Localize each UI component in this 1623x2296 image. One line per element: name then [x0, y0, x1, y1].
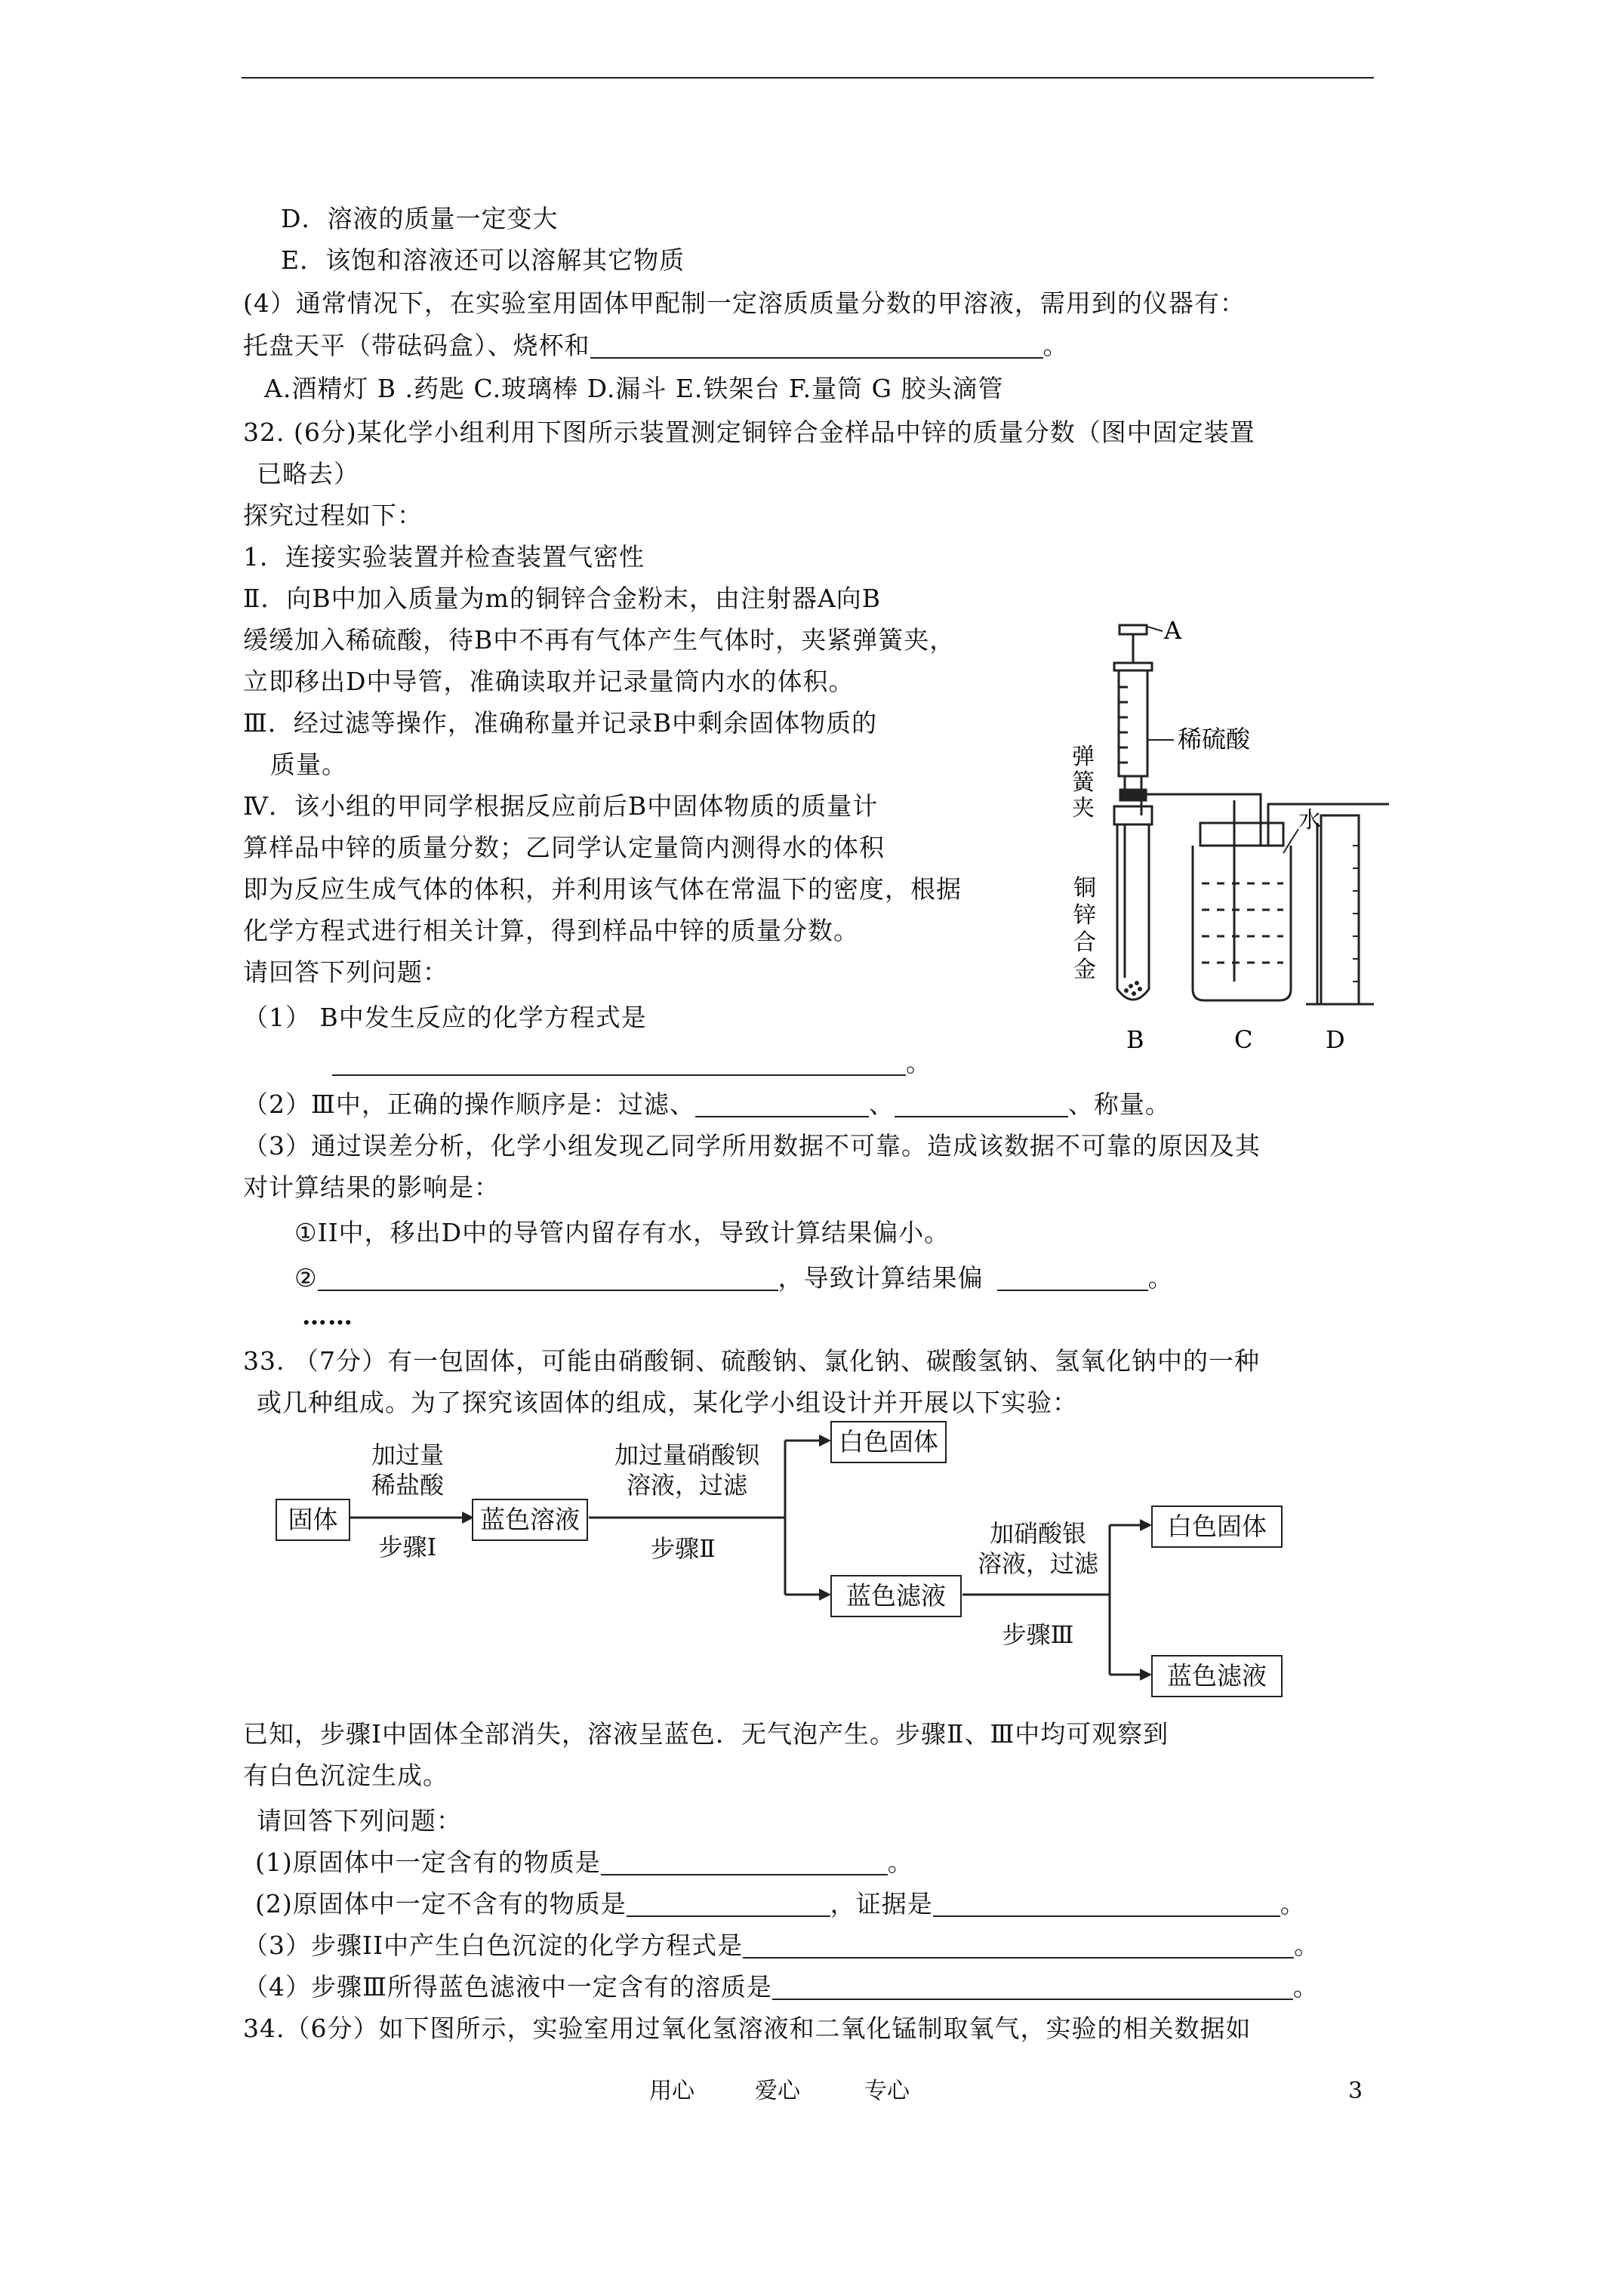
flow-label-step3: 步骤Ⅲ [1002, 1620, 1074, 1649]
q32-step4-cont1: 算样品中锌的质量分数；乙同学认定量筒内测得水的体积 [243, 833, 885, 862]
q33-sub4 [243, 1972, 1319, 2002]
q32-sub3-cont: 对计算结果的影响是： [243, 1173, 500, 1202]
period: 。 [1294, 1931, 1320, 1960]
flow-label-step1: 步骤Ⅰ [378, 1533, 437, 1561]
flow-box-solid: 固体 [276, 1499, 350, 1541]
q32-step3: Ⅲ．经过滤等操作，准确称量并记录B中剩余固体物质的 [243, 708, 878, 738]
q33-known: 已知，步骤Ⅰ中固体全部消失，溶液呈蓝色．无气泡产生。步骤Ⅱ、Ⅲ中均可观察到 [243, 1719, 1169, 1749]
q32-sub1: （1） B中发生反应的化学方程式是 [243, 1003, 647, 1032]
q32-answer-prompt: 请回答下列问题： [243, 957, 448, 987]
answer-blank[interactable] [695, 1093, 869, 1117]
q33-answer-prompt: 请回答下列问题： [257, 1806, 462, 1835]
label-clamp-2: 簧 [1072, 769, 1095, 796]
flow-box-blue-filtrate-1: 蓝色滤液 [830, 1575, 962, 1617]
q32-reason2-text: ，导致计算结果偏 [778, 1263, 984, 1293]
q33-known-cont: 有白色沉淀生成。 [243, 1761, 448, 1790]
q33-sub2 [255, 1889, 1306, 1919]
flow-label-add-acid-1: 加过量 [371, 1441, 444, 1469]
answer-blank[interactable] [627, 1893, 830, 1917]
flow-box-white-solid-1: 白色固体 [830, 1421, 947, 1463]
q32-sub1-answer [332, 1048, 932, 1078]
q31-part4-line2 [243, 331, 1069, 361]
answer-blank[interactable] [601, 1851, 888, 1875]
q33-intro-cont: 或几种组成。为了探究该固体的组成，某化学小组设计并开展以下实验： [257, 1388, 1078, 1417]
ellipsis: …… [302, 1301, 353, 1330]
answer-blank[interactable] [318, 1267, 778, 1291]
q32-apparatus-diagram [1042, 596, 1389, 1065]
q33-sub1-text: (1)原固体中一定含有的物质是 [255, 1848, 601, 1877]
footer-motto-2: 爱心 [755, 2078, 800, 2104]
label-clamp-1: 弹 [1072, 744, 1095, 770]
label-alloy-2: 锌 [1073, 902, 1096, 929]
q33-sub3-text: （3）步骤II中产生白色沉淀的化学方程式是 [243, 1931, 744, 1960]
period: 。 [1042, 331, 1069, 360]
circled-two: ② [294, 1263, 318, 1293]
label-tube-b: B [1126, 1025, 1144, 1054]
q32-step2-cont2: 立即移出D中导管，准确读取并记录量筒内水的体积。 [243, 667, 855, 696]
label-clamp-3: 夹 [1072, 795, 1095, 821]
flow-label-add-acid-2: 稀盐酸 [371, 1471, 444, 1499]
q32-intro-cont: 已略去） [257, 459, 359, 488]
q32-step2-cont1: 缓缓加入稀硫酸，待B中不再有气体产生气体时，夹紧弹簧夹， [243, 625, 956, 655]
header-rule [242, 77, 1374, 79]
q33-sub3 [243, 1931, 1320, 1961]
flow-label-add-ba-2: 溶液，过滤 [626, 1471, 747, 1499]
answer-blank[interactable] [933, 1893, 1280, 1917]
q32-intro: 32. (6分)某化学小组利用下图所示装置测定铜锌合金样品中锌的质量分数（图中固定装置 [243, 418, 1255, 447]
q31-option-e: E．该饱和溶液还可以溶解其它物质 [281, 245, 685, 275]
footer-motto-1: 用心 [649, 2078, 694, 2104]
flow-label-add-ag-2: 溶液，过滤 [977, 1549, 1098, 1578]
q32-step3-cont: 质量。 [270, 750, 347, 779]
q33-sub2-text: (2)原固体中一定不含有的物质是 [255, 1889, 627, 1918]
q31-part4-text: 托盘天平（带砝码盒）、烧杯和 [243, 331, 590, 360]
label-dilute-acid: 稀硫酸 [1178, 725, 1251, 754]
q31-part4-question: (4）通常情况下，在实验室用固体甲配制一定溶质质量分数的甲溶液，需用到的仪器有： [243, 288, 1246, 318]
q33-sub2-evidence-text: ，证据是 [830, 1889, 933, 1918]
q32-process-title: 探究过程如下： [243, 501, 423, 530]
flow-box-white-solid-2: 白色固体 [1151, 1505, 1283, 1548]
flow-label-step2: 步骤Ⅱ [651, 1534, 716, 1563]
flow-box-blue-filtrate-2: 蓝色滤液 [1151, 1655, 1283, 1697]
q32-step4-cont3: 化学方程式进行相关计算，得到样品中锌的质量分数。 [243, 916, 859, 945]
period: 。 [1147, 1263, 1174, 1293]
label-syringe-a: A [1164, 616, 1182, 645]
label-alloy-1: 铜 [1073, 875, 1096, 901]
period: 。 [906, 1048, 932, 1077]
q33-intro: 33. （7分）有一包固体，可能由硝酸铜、硫酸钠、氯化钠、碳酸氢钠、氢氧化钠中的一种 [243, 1346, 1260, 1376]
period: 。 [1292, 1972, 1319, 2002]
flow-label-add-ag-1: 加硝酸银 [989, 1519, 1086, 1548]
q33-sub4-text: （4）步骤Ⅲ所得蓝色滤液中一定含有的溶质是 [243, 1972, 772, 2002]
q32-sub3: （3）通过误差分析，化学小组发现乙同学所用数据不可靠。造成该数据不可靠的原因及其 [243, 1131, 1261, 1160]
answer-blank[interactable] [332, 1052, 906, 1076]
period: 。 [1280, 1889, 1306, 1918]
q32-sub2 [243, 1089, 1171, 1120]
answer-blank[interactable] [772, 1976, 1293, 2000]
page-number: 3 [1348, 2078, 1363, 2104]
answer-blank[interactable] [997, 1267, 1148, 1291]
separator: 、 [868, 1089, 895, 1119]
q32-reason1: ①II中，移出D中的导管内留存有水，导致计算结果偏小。 [294, 1218, 950, 1247]
label-cylinder-d: D [1326, 1025, 1345, 1054]
q34-intro: 34.（6分）如下图所示，实验室用过氧化氢溶液和二氧化锰制取氧气，实验的相关数据如 [243, 2014, 1252, 2043]
answer-blank[interactable] [590, 334, 1043, 359]
flow-label-add-ba-1: 加过量硝酸钡 [614, 1441, 759, 1469]
q33-sub1 [255, 1848, 913, 1878]
q32-step4-cont2: 即为反应生成气体的体积，并利用该气体在常温下的密度，根据 [243, 874, 962, 904]
label-bottle-c: C [1234, 1025, 1253, 1054]
q32-sub2-text: （2）Ⅲ中，正确的操作顺序是：过滤、 [243, 1089, 695, 1119]
label-water: 水 [1298, 807, 1321, 834]
label-alloy-3: 合 [1073, 929, 1096, 956]
flow-box-blue-solution: 蓝色溶液 [472, 1499, 588, 1541]
answer-blank[interactable] [743, 1934, 1294, 1959]
q32-step2: Ⅱ．向B中加入质量为m的铜锌合金粉末，由注射器A向B [243, 584, 882, 613]
q32-sub2-suffix: 、称量。 [1067, 1089, 1171, 1119]
q31-option-d: D．溶液的质量一定变大 [281, 204, 559, 233]
footer-motto-3: 专心 [864, 2078, 910, 2104]
q32-step1: 1．连接实验装置并检查装置气密性 [243, 542, 645, 572]
q32-step4: Ⅳ．该小组的甲同学根据反应前后B中固体物质的质量计 [243, 791, 879, 821]
answer-blank[interactable] [895, 1093, 1068, 1117]
q31-part4-options: A.酒精灯 B .药匙 C.玻璃棒 D.漏斗 E.铁架台 F.量筒 G 胶头滴管 [264, 374, 1004, 403]
q32-reason2 [294, 1263, 1174, 1293]
label-alloy-4: 金 [1073, 957, 1096, 983]
period: 。 [887, 1848, 913, 1877]
